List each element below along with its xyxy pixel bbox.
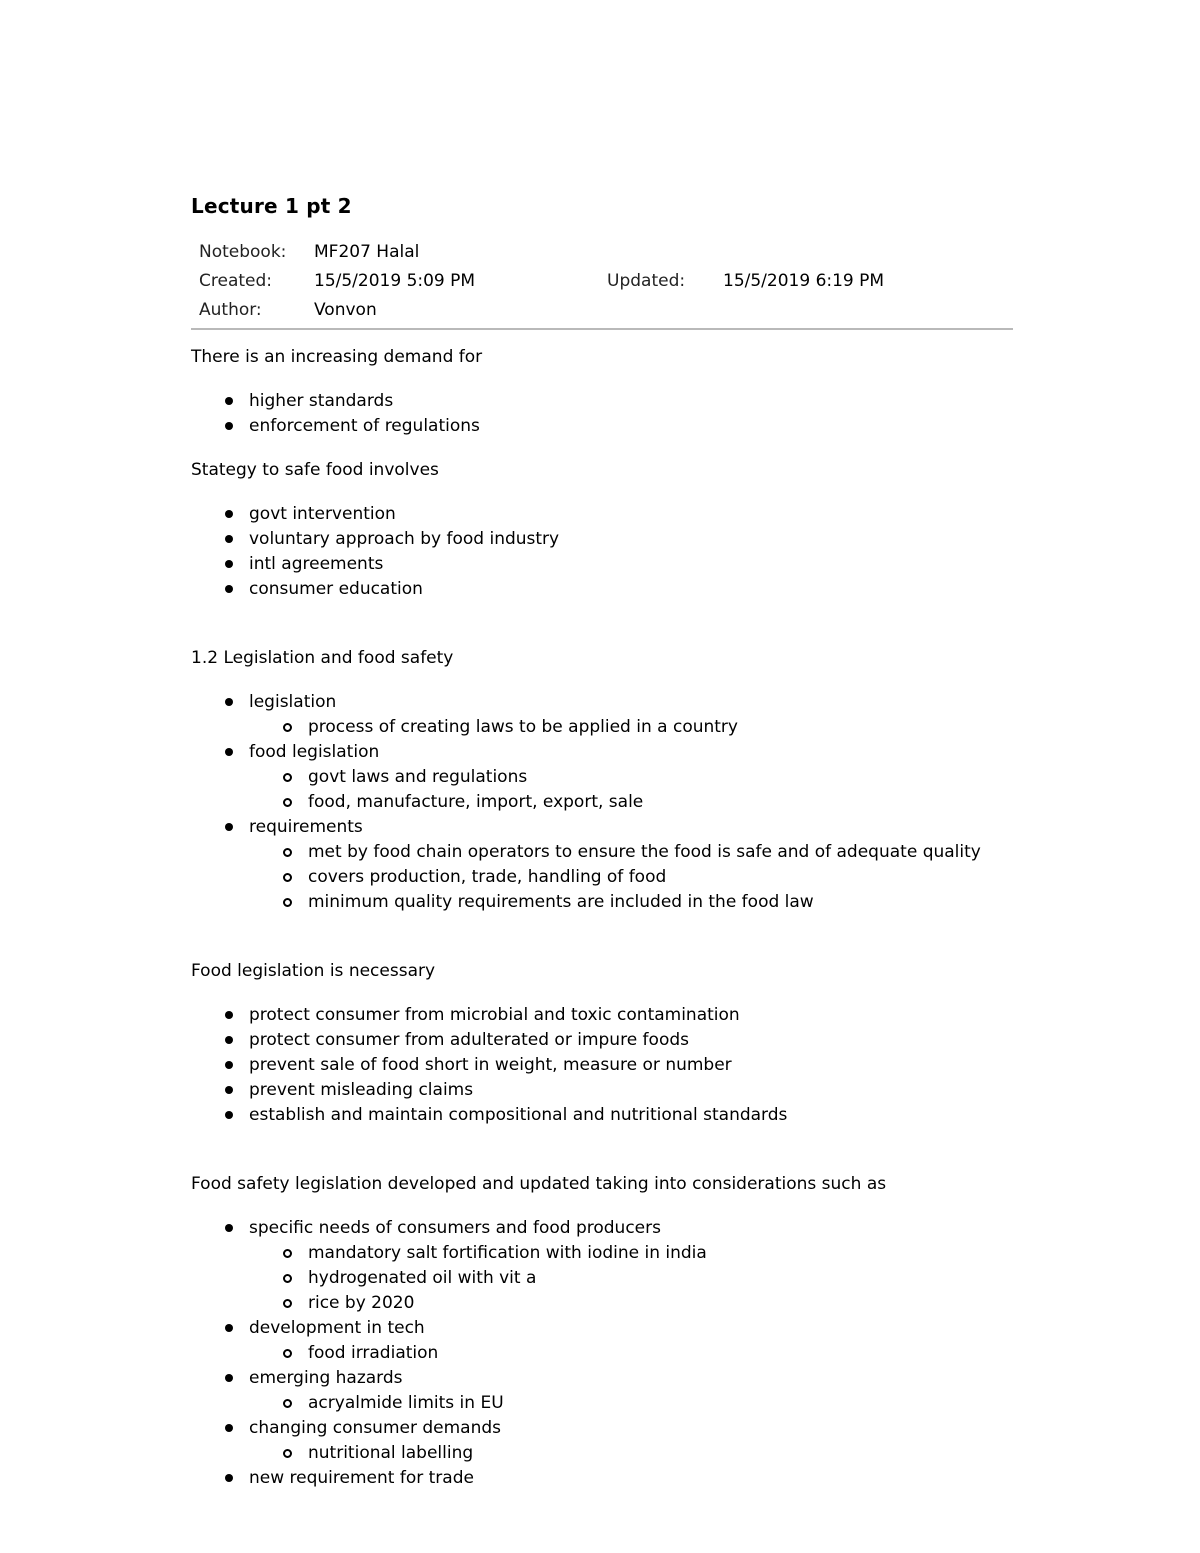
sub-list-item [308, 1266, 1011, 1291]
list-item-text: prevent sale of food short in weight, measure or number [249, 1055, 732, 1075]
note-page [191, 192, 1011, 1510]
list-item-text: protect consumer from microbial and toxic contamination [249, 1005, 740, 1025]
bullet-list [191, 1003, 1011, 1128]
sub-list-item-text: met by food chain operators to ensure the food is safe and of adequate quality [308, 842, 981, 862]
list-item [249, 1216, 1011, 1316]
list-item [249, 690, 1011, 740]
sub-list-item [308, 765, 1011, 790]
notebook-value: MF207 Halal [314, 242, 420, 262]
bullet-list [191, 502, 1011, 602]
sub-list-item [308, 1391, 1011, 1416]
section-heading: Food safety legislation developed and updated taking into considerations such as [191, 1174, 887, 1194]
sub-list-item [308, 1341, 1011, 1366]
note-section [191, 1172, 1011, 1491]
list-item [249, 389, 1011, 414]
bullet-list [191, 690, 1011, 915]
author-value: Vonvon [314, 300, 377, 320]
list-item [249, 1316, 1011, 1366]
list-item [249, 815, 1011, 915]
list-item [249, 1103, 1011, 1128]
list-item [249, 1053, 1011, 1078]
list-item [249, 1466, 1011, 1491]
sub-list-item-text: acryalmide limits in EU [308, 1393, 504, 1413]
list-item [249, 527, 1011, 552]
sub-bullet-list [249, 1341, 1011, 1366]
list-item [249, 740, 1011, 815]
section-heading: There is an increasing demand for [191, 347, 483, 367]
sub-list-item-text: mandatory salt fortification with iodine in india [308, 1243, 707, 1263]
notebook-label: Notebook: [199, 242, 287, 262]
sub-list-item [308, 840, 1011, 865]
note-section [191, 458, 1011, 602]
list-item-text: development in tech [249, 1318, 425, 1338]
list-item-text: legislation [249, 692, 337, 712]
list-item-text: voluntary approach by food industry [249, 529, 560, 549]
note-section [191, 646, 1011, 915]
sub-bullet-list [249, 1391, 1011, 1416]
list-item-text: establish and maintain compositional and nutritional standards [249, 1105, 788, 1125]
note-section [191, 345, 1011, 439]
list-item [249, 577, 1011, 602]
bullet-list [191, 389, 1011, 439]
list-item-text: enforcement of regulations [249, 416, 480, 436]
sub-list-item-text: nutritional labelling [308, 1443, 474, 1463]
note-title: Lecture 1 pt 2 [191, 194, 352, 218]
note-metadata [191, 238, 1013, 330]
sub-list-item [308, 1441, 1011, 1466]
meta-row-notebook [195, 238, 1013, 267]
sub-list-item-text: covers production, trade, handling of food [308, 867, 667, 887]
sub-bullet-list [249, 715, 1011, 740]
list-item-text: requirements [249, 817, 363, 837]
list-item [249, 414, 1011, 439]
meta-row-created [195, 267, 1013, 296]
section-heading: Stategy to safe food involves [191, 460, 439, 480]
created-value: 15/5/2019 5:09 PM [314, 271, 476, 291]
blank-line [191, 934, 1011, 959]
sub-list-item [308, 715, 1011, 740]
list-item [249, 1078, 1011, 1103]
note-body [191, 345, 1011, 1491]
sub-list-item [308, 1241, 1011, 1266]
section-heading: 1.2 Legislation and food safety [191, 648, 454, 668]
sub-bullet-list [249, 840, 1011, 915]
section-heading: Food legislation is necessary [191, 961, 436, 981]
list-item-text: emerging hazards [249, 1368, 403, 1388]
sub-list-item [308, 865, 1011, 890]
list-item [249, 1416, 1011, 1466]
list-item-text: govt intervention [249, 504, 396, 524]
sub-bullet-list [249, 765, 1011, 815]
list-item [249, 1003, 1011, 1028]
list-item [249, 1366, 1011, 1416]
sub-list-item-text: minimum quality requirements are included in the food law [308, 892, 814, 912]
list-item-text: food legislation [249, 742, 380, 762]
meta-row-author [195, 296, 1013, 325]
author-label: Author: [199, 300, 262, 320]
sub-list-item [308, 790, 1011, 815]
blank-line [191, 1147, 1011, 1172]
list-item [249, 1028, 1011, 1053]
updated-label: Updated: [607, 271, 686, 291]
list-item-text: changing consumer demands [249, 1418, 502, 1438]
updated-value: 15/5/2019 6:19 PM [723, 271, 885, 291]
list-item-text: prevent misleading claims [249, 1080, 474, 1100]
blank-line [191, 621, 1011, 646]
list-item-text: new requirement for trade [249, 1468, 474, 1488]
sub-list-item [308, 1291, 1011, 1316]
list-item [249, 502, 1011, 527]
list-item-text: consumer education [249, 579, 423, 599]
list-item-text: specific needs of consumers and food producers [249, 1218, 661, 1238]
sub-list-item-text: rice by 2020 [308, 1293, 415, 1313]
sub-list-item-text: food irradiation [308, 1343, 439, 1363]
created-label: Created: [199, 271, 273, 291]
sub-bullet-list [249, 1441, 1011, 1466]
sub-list-item-text: hydrogenated oil with vit a [308, 1268, 537, 1288]
sub-list-item [308, 890, 1011, 915]
note-section [191, 959, 1011, 1128]
bullet-list [191, 1216, 1011, 1491]
list-item [249, 552, 1011, 577]
sub-bullet-list [249, 1241, 1011, 1316]
sub-list-item-text: govt laws and regulations [308, 767, 528, 787]
sub-list-item-text: process of creating laws to be applied in a country [308, 717, 738, 737]
list-item-text: intl agreements [249, 554, 384, 574]
list-item-text: protect consumer from adulterated or impure foods [249, 1030, 689, 1050]
list-item-text: higher standards [249, 391, 394, 411]
sub-list-item-text: food, manufacture, import, export, sale [308, 792, 644, 812]
